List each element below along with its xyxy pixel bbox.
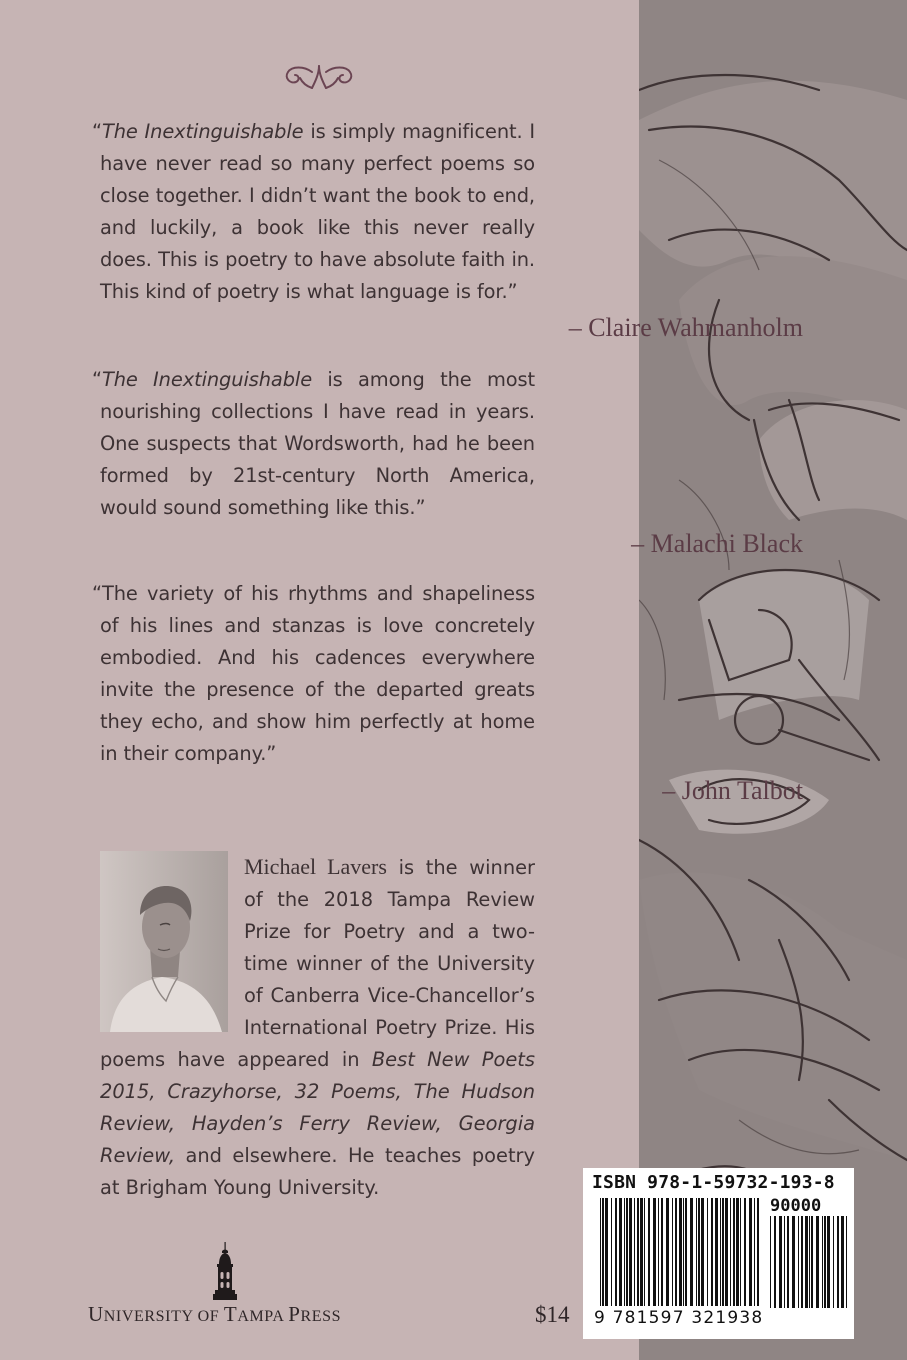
cover-artwork [639,0,907,1360]
barcode-bar [779,1216,782,1308]
barcode-bar [798,1216,799,1308]
barcode-bar [672,1198,673,1306]
isbn-label: ISBN 978-1-59732-193-8 [592,1172,835,1193]
barcode-bar [816,1216,819,1308]
book-title: The Inextinguishable [101,120,304,143]
barcode-bar [637,1198,639,1306]
addon-barcode-bars [770,1216,850,1326]
barcode-bar [675,1198,677,1306]
barcode-bar [640,1198,643,1306]
barcode-bar [770,1216,771,1308]
barcode-bar [744,1198,746,1306]
barcode-bar [846,1216,847,1308]
author-name: Michael Lavers [244,854,387,879]
barcode-bar [619,1198,622,1306]
barcode-bar [683,1198,684,1306]
barcode-bar [809,1216,810,1308]
barcode-bar [611,1198,612,1306]
barcode-bar [634,1198,635,1306]
ornament-flourish-icon [282,58,356,92]
quote-2-text: “The Inextinguishable is among the most nourishing collections I have read in years. One suspects that Wordsworth, had he been formed by 21st-century North America, would sound something like this.” [92,368,536,519]
barcode-bar [749,1198,752,1306]
barcode-bar [602,1198,604,1306]
barcode-bar [837,1216,839,1308]
barcode-bar [679,1198,682,1306]
barcode-digits: 9 781597 321938 [594,1308,764,1328]
barcode-bar [811,1216,813,1308]
press-minaret-logo-icon [208,1242,242,1300]
barcode-bar [841,1216,844,1308]
barcode-bar [624,1198,625,1306]
barcode-bar [757,1198,759,1306]
barcode-bar [666,1198,669,1306]
barcode-bar [801,1216,803,1308]
quote-3-attribution: – John Talbot [662,776,803,805]
barcode-bar [730,1198,731,1306]
quote-1-text: “The Inextinguishable is simply magnificent. I have never read so many perfect poems so close together. I didn’t want the book to end, and luckily, a book like this never really does. This is poetry to have absolute faith in. This kind of poetry is what language is for.” [92,120,536,303]
barcode-bar [720,1198,721,1306]
barcode-bar [615,1198,617,1306]
barcode-bar [648,1198,650,1306]
price-label: $14 [535,1302,570,1327]
barcode-bar [707,1198,708,1306]
barcode-bar [733,1198,735,1306]
barcode-bar [787,1216,789,1308]
barcode-bar [833,1216,834,1308]
barcode-bar [629,1198,632,1306]
barcode-bar [784,1216,785,1308]
barcode-bar [605,1198,608,1306]
barcode-bar [644,1198,645,1306]
barcode-bar [805,1216,808,1308]
barcode-bar [661,1198,663,1306]
barcode-bar [696,1198,697,1306]
barcode-bar [740,1198,741,1306]
book-title: The Inextinguishable [101,368,313,391]
author-bio: Michael Lavers is the winner of the 2018 Tampa Review Prize for Poetry and a two-time winner of the University of Canberra Vice-Chancellor’s International Poetry Prize. His poems have appeared in Best New Poets 2015, Crazyhorse, 32 Poems, The Hudson Review, Hayden’s Ferry Review, Georgia Review, and elsewhere. He teaches poetry at Brigham Young University. [100,854,536,1199]
sketch-illustration [639,0,907,1360]
barcode-bar [658,1198,659,1306]
barcode-bar [827,1216,830,1308]
barcode-bar [698,1198,700,1306]
barcode-bar [736,1198,739,1306]
quote-2-attribution: – Malachi Black [631,529,803,558]
barcode-bar [754,1198,755,1306]
barcode-bar [711,1198,713,1306]
barcode-bar [822,1216,823,1308]
barcode-bar [626,1198,628,1306]
barcode-bar [725,1198,728,1306]
barcode-bar [701,1198,704,1306]
quote-1-attribution: – Claire Wahmanholm [568,313,803,342]
barcode-bar [600,1198,601,1306]
publisher-name: UNIVERSITY OF TAMPA PRESS [88,1302,342,1326]
barcode-bar [685,1198,687,1306]
barcode-bar [774,1216,776,1308]
barcode-bars [600,1198,760,1324]
barcode-bar [792,1216,795,1308]
barcode-bar [690,1198,693,1306]
barcode-bar [824,1216,826,1308]
barcode-bar [653,1198,656,1306]
barcode-bar [722,1198,724,1306]
quote-3-text: “The variety of his rhythms and shapeliness of his lines and stanzas is love concretely embodied. And his cadences everywhere invite the presence of the departed greats they echo, and show him perfectly at home in their company.” [92,582,535,765]
journal-list: Best New Poets 2015, Crazyhorse, 32 Poems, The Hudson Review, Hayden’s Ferry Review, Georgia Review, [100,1048,535,1167]
barcode-bar [715,1198,718,1306]
price-addon-number: 90000 [770,1196,822,1216]
